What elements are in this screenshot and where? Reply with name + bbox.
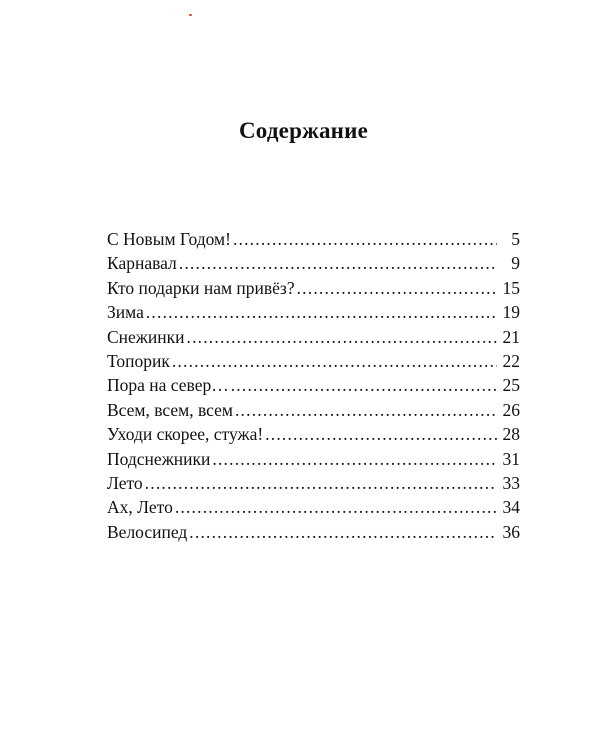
dot-leader (231, 375, 497, 396)
toc-entry[interactable] (107, 375, 520, 399)
dot-leader (189, 522, 497, 543)
toc-entry-label: Уходи скорее, стужа! (107, 424, 264, 445)
toc-entry-label: Велосипед (107, 521, 188, 542)
dot-leader (265, 424, 497, 445)
dot-leader (145, 473, 497, 494)
table-of-contents (107, 229, 520, 546)
toc-entry-page: 36 (502, 521, 520, 542)
toc-entry-page: 9 (511, 253, 520, 274)
print-speck (189, 14, 192, 16)
toc-entry-page: 21 (502, 326, 520, 347)
toc-entry-page: 5 (511, 229, 520, 249)
toc-entry-label: Топорик (107, 350, 170, 371)
dot-leader (212, 449, 497, 470)
toc-entry[interactable] (107, 278, 520, 302)
toc-entry-page: 33 (502, 472, 520, 493)
toc-entry-page: 26 (502, 399, 520, 420)
toc-entry-page: 22 (502, 350, 520, 371)
toc-entry[interactable] (107, 327, 520, 351)
dot-leader (187, 327, 498, 348)
dot-leader (235, 400, 497, 421)
toc-entry-label: Подснежники (107, 448, 211, 469)
toc-entry-label: Ах, Лето (107, 497, 173, 518)
dot-leader (233, 229, 497, 250)
toc-entry[interactable] (107, 424, 520, 448)
toc-entry-label: Кто подарки нам привёз? (107, 277, 295, 298)
dot-leader (175, 497, 497, 518)
toc-entry-label: Пора на север… (107, 375, 229, 396)
toc-entry-label: Лето (107, 472, 143, 493)
toc-entry[interactable] (107, 449, 520, 473)
toc-entry-label: Карнавал (107, 253, 177, 274)
toc-entry[interactable] (107, 253, 520, 277)
toc-entry[interactable] (107, 302, 520, 326)
toc-entry[interactable] (107, 400, 520, 424)
toc-entry-page: 19 (502, 302, 520, 323)
toc-entry-page: 34 (502, 497, 520, 518)
toc-entry-label: Снежинки (107, 326, 185, 347)
toc-entry-label: Зима (107, 302, 144, 323)
toc-entry[interactable] (107, 497, 520, 521)
toc-entry[interactable] (107, 522, 520, 546)
dot-leader (297, 278, 497, 299)
toc-entry[interactable] (107, 351, 520, 375)
toc-entry[interactable] (107, 229, 520, 253)
toc-entry[interactable] (107, 473, 520, 497)
toc-entry-page: 31 (502, 448, 520, 469)
toc-entry-page: 25 (502, 375, 520, 396)
dot-leader (179, 253, 497, 274)
toc-entry-page: 15 (502, 277, 520, 298)
page-title: Содержание (239, 118, 368, 143)
dot-leader (146, 302, 497, 323)
toc-entry-page: 28 (502, 424, 520, 445)
dot-leader (172, 351, 497, 372)
toc-entry-label: Всем, всем, всем (107, 399, 233, 420)
toc-entry-label: С Новым Годом! (107, 229, 231, 249)
